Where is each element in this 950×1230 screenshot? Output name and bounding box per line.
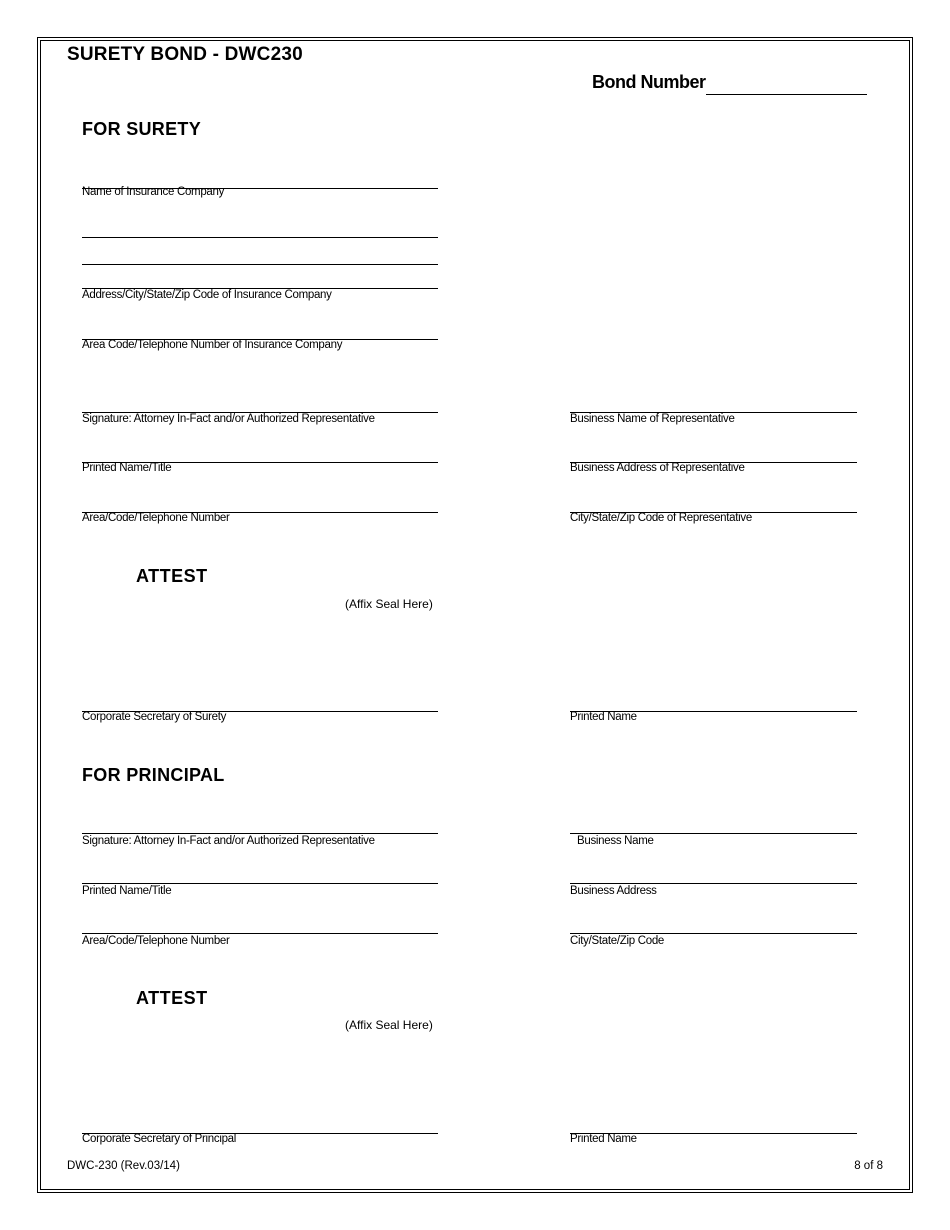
surety-seal-note: (Affix Seal Here): [345, 597, 433, 611]
principal-signature-field[interactable]: [82, 833, 438, 834]
principal-secretary-label: Corporate Secretary of Principal: [82, 1133, 237, 1145]
principal-business-name-label: Business Name: [577, 835, 654, 847]
principal-printed-name-label: Printed Name/Title: [82, 885, 172, 897]
bond-number-field[interactable]: [706, 94, 867, 95]
principal-printed-name-field[interactable]: [82, 883, 438, 884]
insurance-address-field-line-2[interactable]: [82, 264, 438, 265]
surety-area-phone-label: Area/Code/Telephone Number: [82, 512, 230, 524]
principal-business-address-field[interactable]: [570, 883, 857, 884]
surety-secretary-label: Corporate Secretary of Surety: [82, 711, 227, 723]
surety-secretary-printed-label: Printed Name: [570, 711, 637, 723]
principal-business-address-label: Business Address: [570, 885, 657, 897]
surety-attest-heading: ATTEST: [136, 566, 208, 586]
principal-area-phone-field[interactable]: [82, 933, 438, 934]
insurance-address-label: Address/City/State/Zip Code of Insurance Company: [82, 289, 332, 301]
surety-heading: FOR SURETY: [82, 119, 202, 139]
form-title: SURETY BOND - DWC230: [67, 44, 303, 65]
form-id: DWC-230 (Rev.03/14): [67, 1160, 180, 1172]
page-border-inner: [40, 40, 910, 1190]
rep-business-name-label: Business Name of Representative: [570, 413, 735, 425]
rep-business-address-label: Business Address of Representative: [570, 462, 745, 474]
principal-attest-heading: ATTEST: [136, 988, 208, 1008]
principal-secretary-printed-label: Printed Name: [570, 1133, 637, 1145]
page-number: 8 of 8: [854, 1160, 883, 1172]
surety-printed-name-label: Printed Name/Title: [82, 462, 172, 474]
insurance-company-name-label: Name of Insurance Company: [82, 186, 225, 198]
principal-area-phone-label: Area/Code/Telephone Number: [82, 935, 230, 947]
principal-city-label: City/State/Zip Code: [570, 935, 665, 947]
principal-seal-note: (Affix Seal Here): [345, 1018, 433, 1032]
principal-city-field[interactable]: [570, 933, 857, 934]
principal-heading: FOR PRINCIPAL: [82, 765, 225, 785]
principal-business-name-field[interactable]: [570, 833, 857, 834]
bond-number-label: Bond Number: [592, 72, 706, 92]
principal-signature-label: Signature: Attorney In-Fact and/or Authorized Representative: [82, 835, 375, 847]
surety-signature-label: Signature: Attorney In-Fact and/or Authorized Representative: [82, 413, 375, 425]
insurance-address-field-line-1[interactable]: [82, 237, 438, 238]
rep-city-label: City/State/Zip Code of Representative: [570, 512, 752, 524]
insurance-phone-label: Area Code/Telephone Number of Insurance Company: [82, 339, 343, 351]
